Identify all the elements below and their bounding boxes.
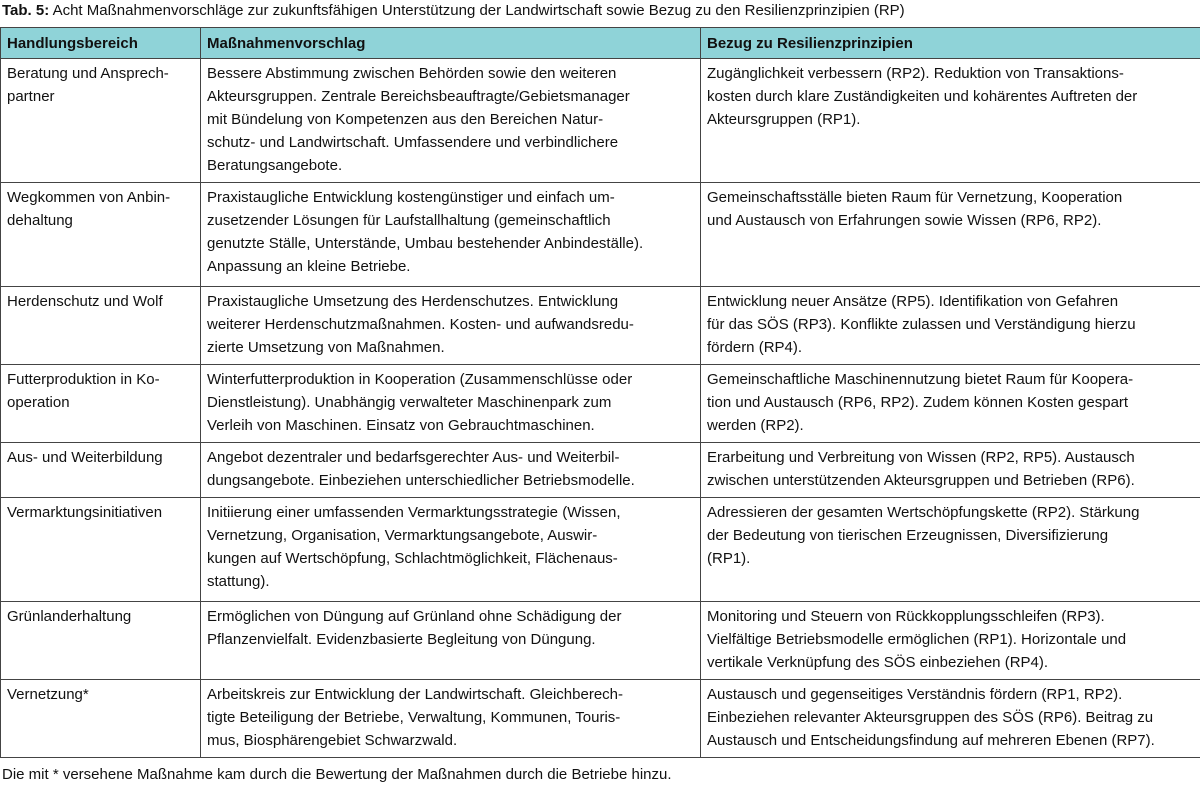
cell-area (1, 59, 201, 183)
table-row (1, 680, 1200, 758)
cell-line: Erarbeitung und Verbreitung von Wissen (RP2, RP5). Austausch (707, 449, 1135, 466)
cell-line: Beratung und Ansprech- (7, 65, 169, 82)
cell-line: weiterer Herdenschutzmaßnahmen. Kosten- und aufwandsredu- (207, 316, 634, 333)
cell-line: Adressieren der gesamten Wertschöpfungskette (RP2). Stärkung (707, 504, 1140, 521)
cell-line: kosten durch klare Zuständigkeiten und kohärentes Auftreten der (707, 88, 1138, 105)
table-row (1, 287, 1200, 365)
cell-line: zierte Umsetzung von Maßnahmen. (207, 339, 445, 356)
cell-measure (201, 59, 701, 183)
cell-measure (201, 443, 701, 498)
cell-line: und Austausch von Erfahrungen sowie Wissen (RP6, RP2). (707, 212, 1102, 229)
cell-line: Einbeziehen relevanter Akteursgruppen des SÖS (RP6). Beitrag zu (707, 709, 1154, 726)
cell-line: Arbeitskreis zur Entwicklung der Landwirtschaft. Gleichberech- (207, 686, 624, 703)
cell-area (1, 680, 201, 758)
cell-line: fördern (RP4). (707, 339, 803, 356)
table-row (1, 59, 1200, 183)
cell-line: dungsangebote. Einbeziehen unterschiedlicher Betriebsmodelle. (207, 472, 635, 489)
cell-line: Anpassung an kleine Betriebe. (207, 258, 411, 275)
cell-line: Grünlanderhaltung (7, 608, 132, 625)
cell-measure (201, 183, 701, 287)
table-header-row (1, 28, 1200, 59)
cell-line: tigte Beteiligung der Betriebe, Verwaltung, Kommunen, Touris- (207, 709, 621, 726)
cell-principles (701, 287, 1200, 365)
cell-line: dehaltung (7, 212, 73, 229)
cell-area (1, 365, 201, 443)
cell-line: Beratungsangebote. (207, 157, 343, 174)
cell-line: Verleih von Maschinen. Einsatz von Gebrauchtmaschinen. (207, 417, 595, 434)
cell-line: zwischen unterstützenden Akteursgruppen und Betrieben (RP6). (707, 472, 1135, 489)
cell-measure (201, 365, 701, 443)
cell-line: der Bedeutung von tierischen Erzeugnissen, Diversifizierung (707, 527, 1109, 544)
cell-line: Austausch und Entscheidungsfindung auf mehreren Ebenen (RP7). (707, 732, 1155, 749)
caption-label: Tab. 5: (2, 2, 50, 19)
cell-line: Vielfältige Betriebsmodelle ermöglichen (RP1). Horizontale und (707, 631, 1127, 648)
cell-line: genutzte Ställe, Unterstände, Umbau bestehender Anbindeställe). (207, 235, 644, 252)
cell-measure (201, 602, 701, 680)
cell-line: Angebot dezentraler und bedarfsgerechter Aus- und Weiterbil- (207, 449, 620, 466)
table-row (1, 602, 1200, 680)
cell-area (1, 443, 201, 498)
cell-measure (201, 680, 701, 758)
table-row (1, 498, 1200, 602)
cell-principles (701, 59, 1200, 183)
cell-line: Vermarktungsinitiativen (7, 504, 163, 521)
table-caption (2, 2, 905, 20)
cell-line: Monitoring und Steuern von Rückkopplungsschleifen (RP3). (707, 608, 1105, 625)
cell-measure (201, 498, 701, 602)
cell-line: Wegkommen von Anbin- (7, 189, 171, 206)
cell-principles (701, 365, 1200, 443)
cell-line: Zugänglichkeit verbessern (RP2). Reduktion von Transaktions- (707, 65, 1124, 82)
cell-line: kungen auf Wertschöpfung, Schlachtmöglichkeit, Flächenaus- (207, 550, 618, 567)
cell-line: mus, Biosphärengebiet Schwarzwald. (207, 732, 458, 749)
cell-area (1, 498, 201, 602)
cell-line: Vernetzung* (7, 686, 89, 703)
caption-text: Acht Maßnahmenvorschläge zur zukunftsfähigen Unterstützung der Landwirtschaft sowie Bezug zu den Resilienzprinzipien (RP) (49, 2, 905, 19)
header-measure: Maßnahmenvorschlag (201, 28, 701, 59)
cell-line: Akteursgruppen. Zentrale Bereichsbeauftragte/Gebietsmanager (207, 88, 630, 105)
cell-line: Pflanzenvielfalt. Evidenzbasierte Begleitung von Düngung. (207, 631, 596, 648)
cell-line: Gemeinschaftliche Maschinennutzung bietet Raum für Koopera- (707, 371, 1134, 388)
cell-line: werden (RP2). (707, 417, 804, 434)
cell-line: Initiierung einer umfassenden Vermarktungsstrategie (Wissen, (207, 504, 621, 521)
cell-line: Dienstleistung). Unabhängig verwalteter Maschinenpark zum (207, 394, 612, 411)
cell-line: operation (7, 394, 70, 411)
measures-table (0, 27, 1200, 758)
table-footnote: Die mit * versehene Maßnahme kam durch die Bewertung der Maßnahmen durch die Betriebe hinzu. (2, 766, 672, 783)
cell-line: Akteursgruppen (RP1). (707, 111, 861, 128)
table-row (1, 365, 1200, 443)
cell-principles (701, 498, 1200, 602)
cell-line: partner (7, 88, 55, 105)
cell-principles (701, 680, 1200, 758)
table-row (1, 443, 1200, 498)
cell-line: Praxistaugliche Entwicklung kostengünstiger und einfach um- (207, 189, 615, 206)
cell-line: schutz- und Landwirtschaft. Umfassendere und verbindlichere (207, 134, 619, 151)
cell-line: Aus- und Weiterbildung (7, 449, 163, 466)
cell-line: Bessere Abstimmung zwischen Behörden sowie den weiteren (207, 65, 617, 82)
cell-line: tion und Austausch (RP6, RP2). Zudem können Kosten gespart (707, 394, 1129, 411)
cell-line: Praxistaugliche Umsetzung des Herdenschutzes. Entwicklung (207, 293, 619, 310)
cell-principles (701, 183, 1200, 287)
cell-area (1, 183, 201, 287)
cell-line: Austausch und gegenseitiges Verständnis fördern (RP1, RP2). (707, 686, 1123, 703)
cell-area (1, 602, 201, 680)
header-area: Handlungsbereich (1, 28, 201, 59)
cell-principles (701, 443, 1200, 498)
cell-line: (RP1). (707, 550, 751, 567)
cell-line: zusetzender Lösungen für Laufstallhaltung (gemeinschaftlich (207, 212, 611, 229)
cell-line: vertikale Verknüpfung des SÖS einbeziehen (RP4). (707, 654, 1049, 671)
cell-principles (701, 602, 1200, 680)
cell-line: Entwicklung neuer Ansätze (RP5). Identifikation von Gefahren (707, 293, 1119, 310)
cell-line: Herdenschutz und Wolf (7, 293, 163, 310)
cell-line: stattung). (207, 573, 270, 590)
cell-line: Gemeinschaftsställe bieten Raum für Vernetzung, Kooperation (707, 189, 1123, 206)
header-principles: Bezug zu Resilienzprinzipien (701, 28, 1200, 59)
cell-line: Winterfutterproduktion in Kooperation (Zusammenschlüsse oder (207, 371, 633, 388)
cell-line: mit Bündelung von Kompetenzen aus den Bereichen Natur- (207, 111, 604, 128)
cell-measure (201, 287, 701, 365)
cell-line: für das SÖS (RP3). Konflikte zulassen und Verständigung hierzu (707, 316, 1136, 333)
cell-area (1, 287, 201, 365)
cell-line: Vernetzung, Organisation, Vermarktungsangebote, Auswir- (207, 527, 598, 544)
table-row (1, 183, 1200, 287)
cell-line: Futterproduktion in Ko- (7, 371, 160, 388)
cell-line: Ermöglichen von Düngung auf Grünland ohne Schädigung der (207, 608, 622, 625)
